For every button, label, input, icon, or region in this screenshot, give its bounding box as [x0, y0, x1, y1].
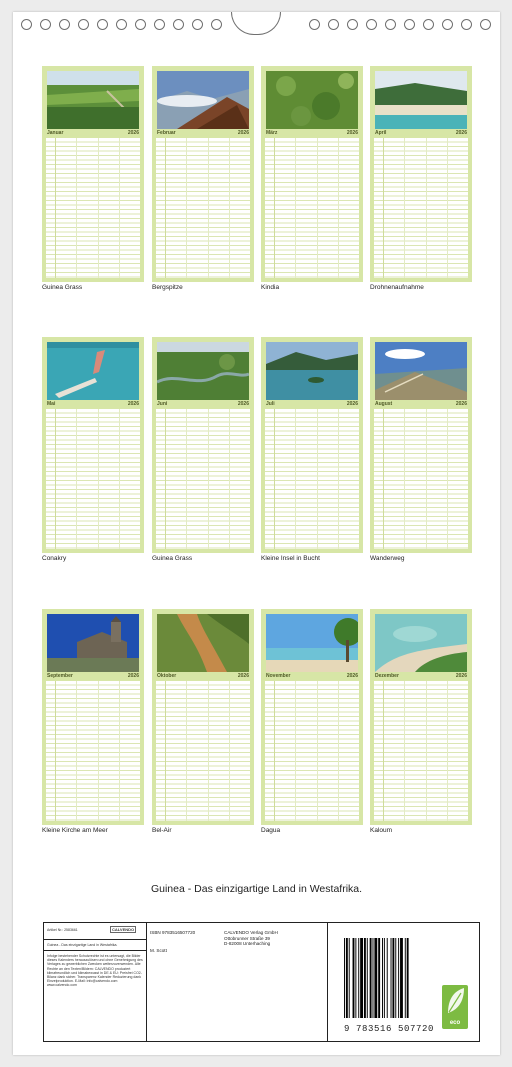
month-card — [261, 66, 363, 282]
month-card — [152, 609, 254, 825]
eco-badge — [442, 985, 468, 1029]
month-photo — [157, 71, 249, 129]
leaf-icon — [442, 985, 468, 1017]
month-name: November — [266, 673, 291, 679]
day-grid — [46, 138, 140, 278]
day-grid — [265, 681, 359, 821]
eco-label: eco — [449, 1020, 461, 1026]
photo-caption: Kleine Insel in Bucht — [261, 555, 320, 562]
photo-caption: Drohnenaufnahme — [370, 284, 424, 291]
month-year: 2026 — [455, 401, 467, 407]
calendar-title: Guinea - Das einzigartige Land in Westafrika. — [150, 883, 363, 895]
month-header — [46, 401, 140, 408]
month-photo — [266, 71, 358, 129]
month-name: Mai — [47, 401, 56, 407]
month-year: 2026 — [237, 401, 249, 407]
binding-ring — [40, 19, 51, 30]
month-card — [42, 66, 144, 282]
photo-caption: Guinea Grass — [152, 555, 193, 562]
binding-ring — [385, 19, 396, 30]
month-photo — [375, 342, 467, 400]
imprint-notice: Infolge bestehender Schutzrechte ist es untersagt, die Bilder dieses Kalenders herauszulösen und ohne Genehmigung des Verlages zu gewerblichen Zwecken weiterzuverwenden. Alle Rechte an den Texten/Bildern: CALVENDO produziert klimafreundlich und klimabewusst in DE & EU: Preisfrei CO2-Bilanz dank sicher. Transparenz Kalender Reduzierung dank Einzelproduktion. E-Mail: info@calvendo.com www.calvendo.com — [47, 954, 143, 988]
month-year: 2026 — [127, 130, 139, 136]
article-number: Artikel Nr.: 2583661 — [47, 928, 78, 932]
binding-ring — [423, 19, 434, 30]
photo-caption: Kaloum — [370, 827, 393, 834]
month-year: 2026 — [237, 130, 249, 136]
month-header — [156, 401, 250, 408]
ean-barcode — [344, 938, 434, 1018]
month-header — [46, 130, 140, 137]
calvendo-logo: CALVENDO — [112, 927, 135, 932]
month-photo — [375, 71, 467, 129]
binding-ring — [192, 19, 203, 30]
month-card — [42, 609, 144, 825]
publisher-city: D-82008 Unterhaching — [224, 941, 271, 946]
month-name: Juni — [157, 401, 168, 407]
month-card — [370, 609, 472, 825]
month-name: August — [375, 401, 393, 407]
month-name: Oktober — [157, 673, 177, 679]
binding-ring — [21, 19, 32, 30]
month-card — [261, 337, 363, 553]
month-photo — [47, 71, 139, 129]
binding-ring — [442, 19, 453, 30]
binding-ring — [173, 19, 184, 30]
month-header — [156, 130, 250, 137]
month-name: Februar — [157, 130, 176, 136]
binding-ring — [404, 19, 415, 30]
isbn-number: ISBN 9783516507720 — [150, 930, 196, 935]
photo-caption: Guinea Grass — [42, 284, 83, 291]
month-year: 2026 — [237, 673, 249, 679]
photo-caption: Wanderweg — [370, 555, 405, 562]
month-header — [374, 401, 468, 408]
imprint-middle-column — [147, 923, 328, 1041]
month-photo — [375, 614, 467, 672]
day-grid — [156, 138, 250, 278]
month-card — [261, 609, 363, 825]
month-name: April — [375, 130, 387, 136]
day-grid — [265, 409, 359, 549]
binding-ring — [480, 19, 491, 30]
day-grid — [374, 138, 468, 278]
month-card — [370, 337, 472, 553]
photo-caption: Conakry — [42, 555, 67, 562]
day-grid — [46, 681, 140, 821]
month-year: 2026 — [455, 130, 467, 136]
month-header — [46, 673, 140, 680]
binding-ring — [97, 19, 108, 30]
month-year: 2026 — [455, 673, 467, 679]
photo-caption: Kindia — [261, 284, 280, 291]
month-card — [370, 66, 472, 282]
binding-ring — [211, 19, 222, 30]
ean-number: 9 783516 507720 — [344, 1024, 435, 1034]
month-year: 2026 — [346, 673, 358, 679]
imprint-short-title: Guinea - Das einzigartige Land in Westafrika. — [47, 943, 118, 947]
month-photo — [47, 614, 139, 672]
author-name: M. Scott — [150, 948, 167, 953]
photo-caption: Dagua — [261, 827, 281, 834]
month-name: Dezember — [375, 673, 399, 679]
photo-caption: Bergspitze — [152, 284, 183, 291]
month-year: 2026 — [346, 401, 358, 407]
binding-ring — [78, 19, 89, 30]
month-header — [265, 673, 359, 680]
imprint-article-row — [44, 923, 146, 940]
binding-ring — [59, 19, 70, 30]
binding-ring — [366, 19, 377, 30]
month-year: 2026 — [346, 130, 358, 136]
binding-ring — [347, 19, 358, 30]
imprint-box — [43, 922, 480, 1042]
month-photo — [157, 614, 249, 672]
day-grid — [374, 681, 468, 821]
photo-caption: Bel-Air — [152, 827, 172, 834]
month-name: September — [47, 673, 73, 679]
imprint-title-row — [44, 940, 146, 951]
calendar-page — [13, 12, 500, 1055]
month-photo — [157, 342, 249, 400]
binding-ring — [309, 19, 320, 30]
month-name: Januar — [47, 130, 64, 136]
month-card — [152, 66, 254, 282]
photo-caption: Kleine Kirche am Meer — [42, 827, 108, 834]
month-header — [156, 673, 250, 680]
month-card — [42, 337, 144, 553]
month-photo — [47, 342, 139, 400]
publisher-street: Ottobrunner Straße 39 — [224, 935, 270, 941]
binding-ring — [154, 19, 165, 30]
day-grid — [46, 409, 140, 549]
binding-ring — [328, 19, 339, 30]
binding-ring — [135, 19, 146, 30]
month-photo — [266, 614, 358, 672]
month-card — [152, 337, 254, 553]
day-grid — [265, 138, 359, 278]
month-year: 2026 — [127, 673, 139, 679]
day-grid — [156, 681, 250, 821]
day-grid — [156, 409, 250, 549]
binding-ring — [461, 19, 472, 30]
binding-ring — [116, 19, 127, 30]
day-grid — [374, 409, 468, 549]
month-header — [265, 130, 359, 137]
month-photo — [266, 342, 358, 400]
imprint-left-column — [44, 923, 147, 1041]
month-year: 2026 — [127, 401, 139, 407]
publisher-name: CALVENDO Verlag GmbH — [224, 930, 278, 935]
month-header — [374, 130, 468, 137]
month-header — [374, 673, 468, 680]
month-name: März — [266, 130, 278, 136]
month-header — [265, 401, 359, 408]
month-name: Juli — [266, 401, 275, 407]
